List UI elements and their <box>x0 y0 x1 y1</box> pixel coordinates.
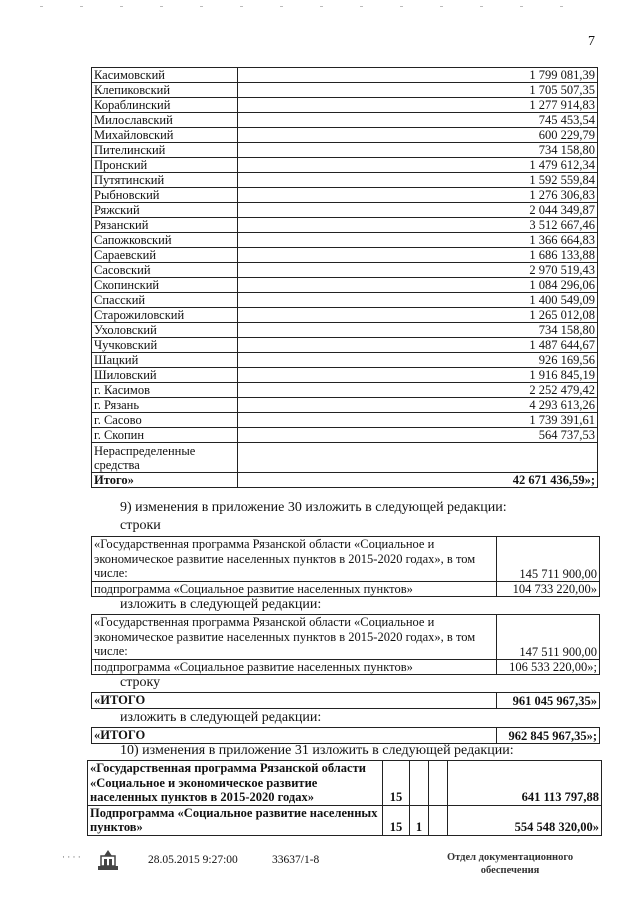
district-value: 1 276 306,83 <box>238 188 598 203</box>
district-name: г. Касимов <box>92 383 238 398</box>
scan-marks: · · · · <box>62 852 81 862</box>
table-row-total <box>92 473 598 488</box>
subprogram-name: подпрограмма «Социальное развитие населенных пунктов» <box>92 659 497 675</box>
table-row <box>92 173 598 188</box>
table-row <box>92 308 598 323</box>
district-name: Скопинский <box>92 278 238 293</box>
district-name: Пронский <box>92 158 238 173</box>
district-value: 2 044 349,87 <box>238 203 598 218</box>
district-name: г. Сасово <box>92 413 238 428</box>
district-name: Шацкий <box>92 353 238 368</box>
program-table-old <box>91 536 600 597</box>
itogo-old-value: 961 045 967,35» <box>497 693 600 709</box>
table-row <box>92 728 600 744</box>
district-value: 1 277 914,83 <box>238 98 598 113</box>
program-value: 145 711 900,00 <box>497 537 600 582</box>
table-row <box>92 188 598 203</box>
edit-label-1: изложить в следующей редакции: <box>120 597 322 612</box>
district-value: 745 453,54 <box>238 113 598 128</box>
district-name: Сапожковский <box>92 233 238 248</box>
district-name: г. Скопин <box>92 428 238 443</box>
paragraph-10: 10) изменения в приложение 31 изложить в следующей редакции: <box>120 743 514 758</box>
row1-sub <box>410 761 429 806</box>
edit-label-2: изложить в следующей редакции: <box>120 710 322 725</box>
program-name: «Государственная программа Рязанской области «Социальное и экономическое развитие населенных пунктов в 2015-2020 годах», в том числе: <box>92 615 497 660</box>
district-value: 1 739 391,61 <box>238 413 598 428</box>
row1-value: 641 113 797,88 <box>448 761 602 806</box>
table-row <box>92 83 598 98</box>
footer-doc-number: 33637/1-8 <box>272 854 320 866</box>
district-name: Милославский <box>92 113 238 128</box>
stamp-line-2: обеспечения <box>480 865 540 876</box>
table-row <box>92 368 598 383</box>
itogo-old-label: «ИТОГО <box>92 693 497 709</box>
district-value: 734 158,80 <box>238 323 598 338</box>
row2-sub: 1 <box>410 805 429 835</box>
district-value: 1 592 559,84 <box>238 173 598 188</box>
district-name: Старожиловский <box>92 308 238 323</box>
scan-top-artifact <box>40 6 600 7</box>
district-name: Спасский <box>92 293 238 308</box>
district-value: 1 799 081,39 <box>238 68 598 83</box>
table-row <box>92 413 598 428</box>
itogo-new-label: «ИТОГО <box>92 728 497 744</box>
department-stamp <box>447 851 573 877</box>
district-name: Сасовский <box>92 263 238 278</box>
table-row <box>92 203 598 218</box>
district-name: Рязанский <box>92 218 238 233</box>
district-value: 1 479 612,34 <box>238 158 598 173</box>
district-value: 1 400 549,09 <box>238 293 598 308</box>
table-row <box>92 68 598 83</box>
district-value: 926 169,56 <box>238 353 598 368</box>
table-row <box>92 248 598 263</box>
row2-code: 15 <box>383 805 410 835</box>
lines-label: строки <box>120 518 161 533</box>
table-row <box>92 128 598 143</box>
district-value: 600 229,79 <box>238 128 598 143</box>
district-name: Путятинский <box>92 173 238 188</box>
row1-name: «Государственная программа Рязанской области «Социальное и экономическое развитие населенных пунктов в 2015-2020 годах» <box>88 761 383 806</box>
row1-code: 15 <box>383 761 410 806</box>
subprogram-value: 106 533 220,00»; <box>497 659 600 675</box>
line-label: строку <box>120 675 161 690</box>
district-name: Кораблинский <box>92 98 238 113</box>
footer-datetime: 28.05.2015 9:27:00 <box>148 854 238 866</box>
table-row <box>92 659 600 675</box>
table-row <box>92 353 598 368</box>
table-row <box>92 278 598 293</box>
district-value: 2 970 519,43 <box>238 263 598 278</box>
table-row <box>92 383 598 398</box>
table-row <box>92 338 598 353</box>
row1-extra <box>429 761 448 806</box>
table-row <box>92 233 598 248</box>
district-value: 734 158,80 <box>238 143 598 158</box>
total-label: Итого» <box>92 473 238 488</box>
program-name: «Государственная программа Рязанской области «Социальное и экономическое развитие населенных пунктов в 2015-2020 годах», в том числе: <box>92 537 497 582</box>
district-name: Михайловский <box>92 128 238 143</box>
table-row <box>92 581 600 597</box>
district-name: Ряжский <box>92 203 238 218</box>
district-value: 1 487 644,67 <box>238 338 598 353</box>
district-value: 2 252 479,42 <box>238 383 598 398</box>
program-table-new <box>91 614 600 675</box>
table-row <box>92 143 598 158</box>
itogo-new-table <box>91 727 600 744</box>
table-row <box>92 263 598 278</box>
undistributed-value <box>238 443 598 473</box>
district-value: 1 686 133,88 <box>238 248 598 263</box>
table-row <box>92 428 598 443</box>
table-row <box>92 293 598 308</box>
appendix-31-table <box>87 760 602 836</box>
table-row <box>92 113 598 128</box>
district-name: Касимовский <box>92 68 238 83</box>
district-value: 1 366 664,83 <box>238 233 598 248</box>
row2-name: Подпрограмма «Социальное развитие населенных пунктов» <box>88 805 383 835</box>
page-number: 7 <box>588 34 595 49</box>
district-name: г. Рязань <box>92 398 238 413</box>
row2-value: 554 548 320,00» <box>448 805 602 835</box>
table-row <box>92 537 600 582</box>
table-row <box>92 398 598 413</box>
table-row <box>92 158 598 173</box>
district-allocation-table <box>91 67 598 488</box>
district-value: 4 293 613,26 <box>238 398 598 413</box>
table-row <box>88 761 602 806</box>
stamp-line-1: Отдел документационного <box>447 852 574 863</box>
district-value: 3 512 667,46 <box>238 218 598 233</box>
district-name: Ухоловский <box>92 323 238 338</box>
district-value: 564 737,53 <box>238 428 598 443</box>
district-name: Сараевский <box>92 248 238 263</box>
district-name: Шиловский <box>92 368 238 383</box>
itogo-new-value: 962 845 967,35»; <box>497 728 600 744</box>
table-row-undistributed <box>92 443 598 473</box>
table-row <box>92 98 598 113</box>
subprogram-name: подпрограмма «Социальное развитие населенных пунктов» <box>92 581 497 597</box>
district-value: 1 265 012,08 <box>238 308 598 323</box>
total-value: 42 671 436,59»; <box>238 473 598 488</box>
district-value: 1 705 507,35 <box>238 83 598 98</box>
emblem-icon <box>93 848 123 874</box>
district-name: Пителинский <box>92 143 238 158</box>
table-row <box>92 693 600 709</box>
district-value: 1 084 296,06 <box>238 278 598 293</box>
subprogram-value: 104 733 220,00» <box>497 581 600 597</box>
row2-extra <box>429 805 448 835</box>
undistributed-label: Нераспределенные средства <box>92 443 238 473</box>
table-row <box>92 218 598 233</box>
district-value: 1 916 845,19 <box>238 368 598 383</box>
itogo-old-table <box>91 692 600 709</box>
program-value: 147 511 900,00 <box>497 615 600 660</box>
district-name: Чучковский <box>92 338 238 353</box>
paragraph-9: 9) изменения в приложение 30 изложить в следующей редакции: <box>120 500 507 515</box>
district-name: Рыбновский <box>92 188 238 203</box>
district-name: Клепиковский <box>92 83 238 98</box>
table-row <box>88 805 602 835</box>
table-row <box>92 615 600 660</box>
table-row <box>92 323 598 338</box>
